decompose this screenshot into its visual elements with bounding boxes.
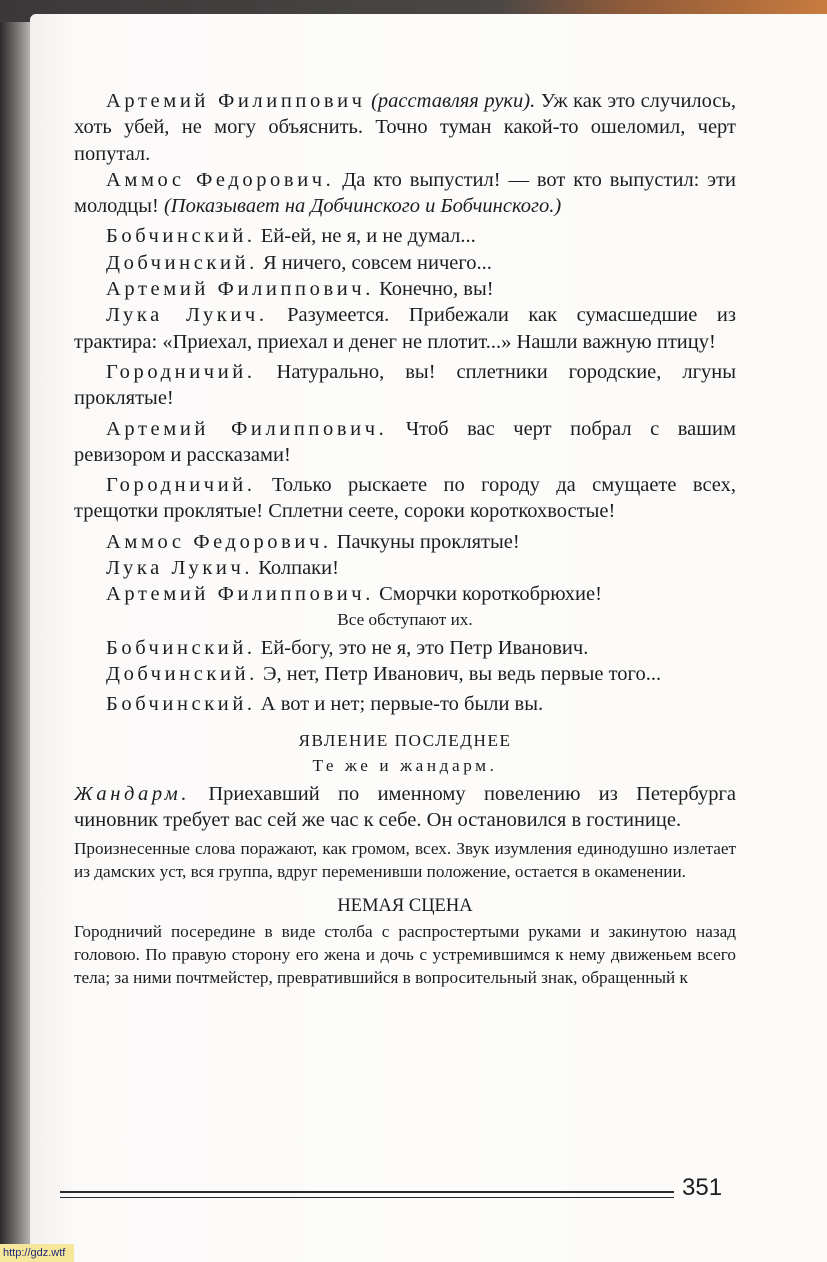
speech: Разумеется. Прибежали как сумасшедшие из трактира: «Приехал, приехал и денег не плотит...» Нашли важную птицу! — [74, 304, 736, 353]
speech: Да кто выпустил! — вот кто выпустил: эти молодцы! — [74, 168, 737, 218]
speech: Конечно, вы! — [373, 278, 494, 301]
line-bobchinsky-2 — [74, 635, 736, 661]
stage-direction-surround: Все обступают их. — [337, 609, 473, 629]
speech: Колпаки! — [253, 557, 339, 580]
watermark-link[interactable]: http://gdz.wtf — [0, 1244, 74, 1262]
line-artemiy-4 — [74, 581, 736, 607]
book-spine-shadow — [0, 0, 34, 1262]
speaker-name: Жандарм. — [74, 782, 191, 805]
speech: Ей-ей, не я, и не думал... — [255, 225, 476, 248]
speaker-name: Аммос Федорович. — [106, 168, 335, 191]
line-artemiy-2 — [74, 276, 736, 302]
speech: Сморчки короткобрюхие! — [373, 583, 602, 606]
act-heading: ЯВЛЕНИЕ ПОСЛЕДНЕЕ — [298, 730, 512, 750]
speech: Ей-богу, это не я, это Петр Иванович. — [255, 636, 589, 659]
stage-direction: (расставляя руки). — [371, 90, 536, 112]
speaker-name: Аммос Федорович. — [106, 530, 332, 553]
speaker-name: Бобчинский. — [106, 636, 256, 659]
line-artemiy-3 — [74, 416, 736, 469]
stage-direction: (Показывает на Добчинского и Бобчинского.) — [163, 195, 562, 218]
speech: Уж как это случилось, хоть убей, не могу объяснить. Точно туман какой-то ошеломил, черт попутал. — [74, 90, 736, 165]
line-gorodnichiy-1 — [74, 359, 736, 412]
speech: Только рыскаете по городу да смущаете всех, трещотки проклятые! Сплетни сеете, сороки короткохвостые! — [74, 474, 736, 523]
speaker-name: Городничий. — [106, 474, 256, 497]
footer-rule — [60, 1191, 674, 1198]
line-dobchinsky-1 — [74, 250, 736, 276]
speaker-name: Артемий Филиппович. — [106, 278, 374, 301]
line-bobchinsky-1 — [74, 223, 736, 249]
page-number: 351 — [682, 1174, 723, 1201]
line-artemiy-1 — [74, 88, 736, 167]
line-luka-1 — [74, 302, 736, 355]
page-text — [74, 88, 736, 989]
speaker-name: Артемий Филиппович — [106, 90, 366, 112]
cast-line: Те же и жандарм. — [312, 755, 498, 775]
speech: Чтоб вас черт побрал с вашим ревизором и рассказами! — [74, 417, 736, 466]
speech: А вот и нет; первые-то были вы. — [255, 693, 544, 716]
line-dobchinsky-2 — [74, 661, 736, 687]
line-gorodnichiy-2 — [74, 472, 736, 525]
speech: Пачкуны проклятые! — [331, 530, 520, 553]
speaker-name: Бобчинский. — [106, 225, 256, 248]
speaker-name: Лука Лукич. — [106, 557, 254, 580]
speaker-name: Артемий Филиппович. — [106, 583, 374, 606]
speaker-name: Лука Лукич. — [106, 304, 268, 327]
line-ammos-1 — [74, 167, 736, 220]
scene-heading: НЕМАЯ СЦЕНА — [337, 896, 473, 917]
speech: Приехавший по именному повелению из Петербурга чиновник требует вас сей же час к себе. Он остановился в гостинице. — [74, 782, 736, 832]
speaker-name: Артемий Филиппович. — [106, 417, 388, 440]
speech: Э, нет, Петр Иванович, вы ведь первые того... — [257, 662, 662, 685]
speech: Я ничего, совсем ничего... — [257, 251, 492, 274]
speaker-name: Добчинский. — [106, 251, 258, 274]
line-luka-2 — [74, 555, 736, 581]
line-ammos-2 — [74, 529, 736, 555]
line-bobchinsky-3 — [74, 691, 736, 717]
speaker-name: Бобчинский. — [106, 693, 256, 716]
stage-direction-mute-scene: Городничий посередине в виде столба с распростертыми руками и закинутою назад головою. По правую сторону его жена и дочь с устремившимся к нему движеньем всего тела; за ними почтмейстер, превратившийся в вопросительный знак, обращенный к — [74, 921, 736, 987]
speech: Натурально, вы! сплетники городские, лгуны проклятые! — [74, 360, 736, 410]
speaker-name: Городничий. — [106, 360, 256, 383]
speaker-name: Добчинский. — [106, 662, 258, 685]
line-zhandarm — [74, 781, 736, 834]
stage-direction-shock: Произнесенные слова поражают, как громом, всех. Звук изумления единодушно излетает из дамских уст, вся группа, вдруг переменивши положение, остается в окаменении. — [74, 839, 736, 882]
